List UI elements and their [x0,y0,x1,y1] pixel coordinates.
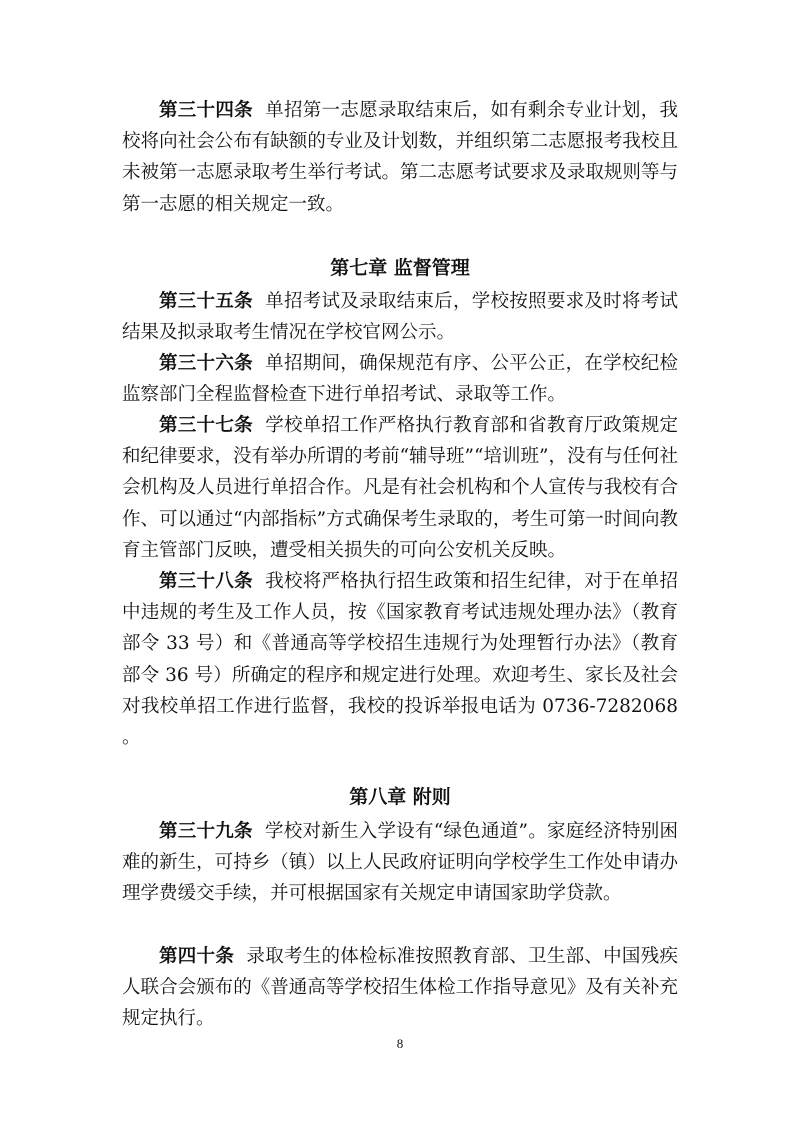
article-number: 第三十七条 [159,415,253,436]
article-number: 第三十六条 [159,353,253,374]
article-39 [122,816,678,910]
page-number: 8 [396,1036,404,1051]
article-number: 第三十五条 [159,291,253,312]
article-text: 单招第一志愿录取结束后，如有剩余专业计划，我校将向社会公布有缺额的专业及计划数，并组织第二志愿报考我校且未被第一志愿录取考生举行考试。第二志愿考试要求及录取规则等与第一志愿的相关规定一致。 [122,100,678,215]
article-37 [122,410,678,566]
article-36 [122,348,678,410]
article-number: 第三十九条 [159,821,253,842]
article-40 [122,941,678,1035]
article-text: 录取考生的体检标准按照教育部、卫生部、中国残疾人联合会颁布的《普通高等学校招生体检工作指导意见》及有关补充规定执行。 [122,946,678,1030]
article-number: 第三十八条 [159,571,253,592]
article-text: 学校单招工作严格执行教育部和省教育厅政策规定和纪律要求，没有举办所谓的考前“辅导班”“培训班”，没有与任何社会机构及人员进行单招合作。凡是有社会机构和个人宣传与我校有合作、可以通过“内部指标”方式确保考生录取的，考生可第一时间向教育主管部门反映，遭受相关损失的可向公安机关反映。 [122,415,678,561]
article-38 [122,566,678,753]
article-text: 我校将严格执行招生政策和招生纪律，对于在单招中违规的考生及工作人员，按《国家教育考试违规处理办法》（教育部令 33 号）和《普通高等学校招生违规行为处理暂行办法》（教育部令 36 号）所确定的程序和规定进行处理。欢迎考生、家长及社会对我校单招工作进行监督，我校的投诉举报电话为 0736-7282068 。 [122,571,678,749]
chapter-heading-7: 第七章 监督管理 [330,257,470,279]
chapter-heading-8: 第八章 附则 [349,786,451,808]
article-number: 第三十四条 [159,100,253,121]
article-34 [122,95,678,220]
article-text: 单招考试及录取结束后，学校按照要求及时将考试结果及拟录取考生情况在学校官网公示。 [122,291,678,344]
article-number: 第四十条 [159,946,235,967]
article-text: 学校对新生入学设有“绿色通道”。家庭经济特别困难的新生，可持乡（镇）以上人民政府证明向学校学生工作处申请办理学费缓交手续，并可根据国家有关规定申请国家助学贷款。 [122,821,678,905]
article-text: 单招期间，确保规范有序、公平公正，在学校纪检监察部门全程监督检查下进行单招考试、录取等工作。 [122,353,678,406]
article-35 [122,286,678,348]
